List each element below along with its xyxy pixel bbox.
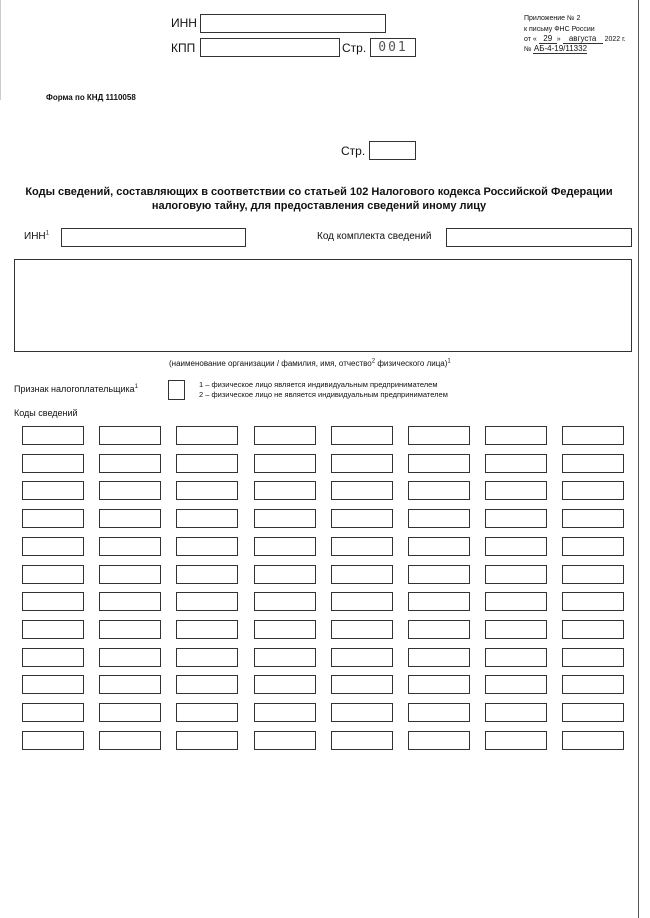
code-cell[interactable] [22,703,84,722]
appendix-line2: к письму ФНС России [524,26,595,33]
appendix-from-prefix: от « [524,36,537,43]
code-cell[interactable] [331,592,393,611]
code-cell[interactable] [22,565,84,584]
code-cell[interactable] [331,675,393,694]
code-cell[interactable] [408,509,470,528]
set-code-label: Код комплекта сведений [317,231,432,242]
code-cell[interactable] [408,565,470,584]
form-title [14,185,624,213]
page2-label: Стр. [341,144,366,158]
code-cell[interactable] [331,731,393,750]
code-cell[interactable] [254,426,316,445]
taxpayer-sign-label [14,384,138,394]
code-cell[interactable] [176,537,238,556]
inn-label [24,231,49,242]
code-cell[interactable] [99,675,161,694]
code-cell[interactable] [408,648,470,667]
appendix-date [524,34,626,44]
code-cell[interactable] [562,620,624,639]
code-cell[interactable] [562,565,624,584]
code-cell[interactable] [562,731,624,750]
code-cell[interactable] [254,648,316,667]
code-cell[interactable] [562,592,624,611]
code-cell[interactable] [331,537,393,556]
code-cell[interactable] [331,509,393,528]
code-cell[interactable] [254,675,316,694]
code-cell[interactable] [408,454,470,473]
code-cell[interactable] [176,509,238,528]
appendix-line1: Приложение № 2 [524,15,581,22]
code-cell[interactable] [485,565,547,584]
code-cell[interactable] [562,454,624,473]
code-cell[interactable] [99,620,161,639]
header-inn-field[interactable] [200,14,386,33]
code-cell[interactable] [485,731,547,750]
taxpayer-option-2: 2 – физическое лицо не является индивидуальным предпринимателем [199,390,448,399]
code-cell[interactable] [254,731,316,750]
header-kpp-field[interactable] [200,38,340,57]
form-code: Форма по КНД 1110058 [46,93,136,102]
code-cell[interactable] [176,620,238,639]
appendix-number-line [524,44,587,54]
appendix-month: августа [563,34,603,44]
code-cell[interactable] [408,703,470,722]
code-cell[interactable] [408,426,470,445]
code-cell[interactable] [562,648,624,667]
code-cell[interactable] [254,481,316,500]
code-cell[interactable] [562,426,624,445]
code-cell[interactable] [254,537,316,556]
code-cell[interactable] [331,454,393,473]
code-cell[interactable] [331,648,393,667]
code-cell[interactable] [176,675,238,694]
code-cell[interactable] [99,509,161,528]
appendix-day: 29 [539,34,557,44]
code-cell[interactable] [99,454,161,473]
code-cell[interactable] [408,537,470,556]
code-cell[interactable] [408,481,470,500]
code-cell[interactable] [331,620,393,639]
taxpayer-sign-footnote-mark: 1 [134,384,138,390]
inn-footnote-mark: 1 [45,230,49,237]
code-cell[interactable] [562,537,624,556]
caption-footnote-mark-2: 2 [371,358,376,365]
code-cell[interactable] [485,537,547,556]
code-cell[interactable] [562,509,624,528]
code-cell[interactable] [176,454,238,473]
code-cell[interactable] [22,509,84,528]
set-code-field[interactable] [446,228,632,247]
code-cell[interactable] [176,703,238,722]
code-cell[interactable] [22,426,84,445]
code-cell[interactable] [485,454,547,473]
code-cell[interactable] [408,731,470,750]
caption-part2: физического лица) [375,359,448,368]
code-cell[interactable] [176,481,238,500]
code-cell[interactable] [562,481,624,500]
code-cell[interactable] [99,481,161,500]
inn-field[interactable] [61,228,246,247]
caption-part1: (наименование организации / фамилия, имя, отчество [169,359,372,368]
code-cell[interactable] [408,592,470,611]
code-cell[interactable] [99,731,161,750]
code-cell[interactable] [99,648,161,667]
taxpayer-sign-options [199,380,448,400]
code-cell[interactable] [22,481,84,500]
page-right-edge [638,0,639,918]
code-cell[interactable] [22,675,84,694]
organization-name-field[interactable] [14,259,632,352]
form-title-line2: налоговую тайну, для предоставления сведений иному лицу [151,200,487,212]
appendix-year: 2022 г. [604,36,626,43]
caption-footnote-mark-1: 1 [447,358,451,365]
code-cell[interactable] [22,731,84,750]
code-cell[interactable] [22,620,84,639]
code-cell[interactable] [485,509,547,528]
inn-label-text: ИНН [24,231,46,242]
code-cell[interactable] [22,454,84,473]
code-cell[interactable] [408,675,470,694]
code-cell[interactable] [176,731,238,750]
code-cell[interactable] [99,703,161,722]
code-cell[interactable] [254,565,316,584]
header-kpp-label: КПП [171,41,196,55]
code-cell[interactable] [176,426,238,445]
code-cell[interactable] [485,481,547,500]
codes-label: Коды сведений [14,408,78,418]
appendix-day-suffix: » [556,36,561,43]
appendix-number-prefix: № [524,46,532,53]
code-cell[interactable] [408,620,470,639]
code-cell[interactable] [331,426,393,445]
header-page-number-field[interactable]: 001 [370,38,416,57]
header-page-label: Стр. [342,41,367,55]
code-cell[interactable] [331,565,393,584]
code-cell[interactable] [176,565,238,584]
page2-number-field[interactable] [369,141,416,160]
code-cell[interactable] [254,509,316,528]
taxpayer-sign-label-text: Признак налогоплательщика [14,384,135,394]
code-cell[interactable] [99,426,161,445]
code-cell[interactable] [331,703,393,722]
taxpayer-sign-field[interactable] [168,380,185,400]
form-title-line1: Коды сведений, составляющих в соответствии со статьей 102 Налогового кодекса Российской Федерации [25,186,613,198]
code-cell[interactable] [22,537,84,556]
organization-name-caption [169,359,451,368]
code-cell[interactable] [254,454,316,473]
code-cell[interactable] [562,703,624,722]
code-cell[interactable] [331,481,393,500]
code-cell[interactable] [254,703,316,722]
taxpayer-option-1: 1 – физическое лицо является индивидуальным предпринимателем [199,380,438,389]
code-cell[interactable] [99,565,161,584]
code-cell[interactable] [22,592,84,611]
code-cell[interactable] [485,620,547,639]
code-cell[interactable] [485,675,547,694]
code-cell[interactable] [254,620,316,639]
code-cell[interactable] [485,648,547,667]
header-inn-label: ИНН [171,16,197,30]
code-cell[interactable] [176,592,238,611]
code-cell[interactable] [562,675,624,694]
code-cell[interactable] [485,426,547,445]
code-cell[interactable] [99,537,161,556]
code-cell[interactable] [176,648,238,667]
code-cell[interactable] [485,703,547,722]
code-cell[interactable] [22,648,84,667]
code-cell[interactable] [99,592,161,611]
page-left-edge [0,0,1,100]
appendix-number: АБ-4-19/11332 [533,44,588,53]
code-cell[interactable] [254,592,316,611]
code-cell[interactable] [485,592,547,611]
